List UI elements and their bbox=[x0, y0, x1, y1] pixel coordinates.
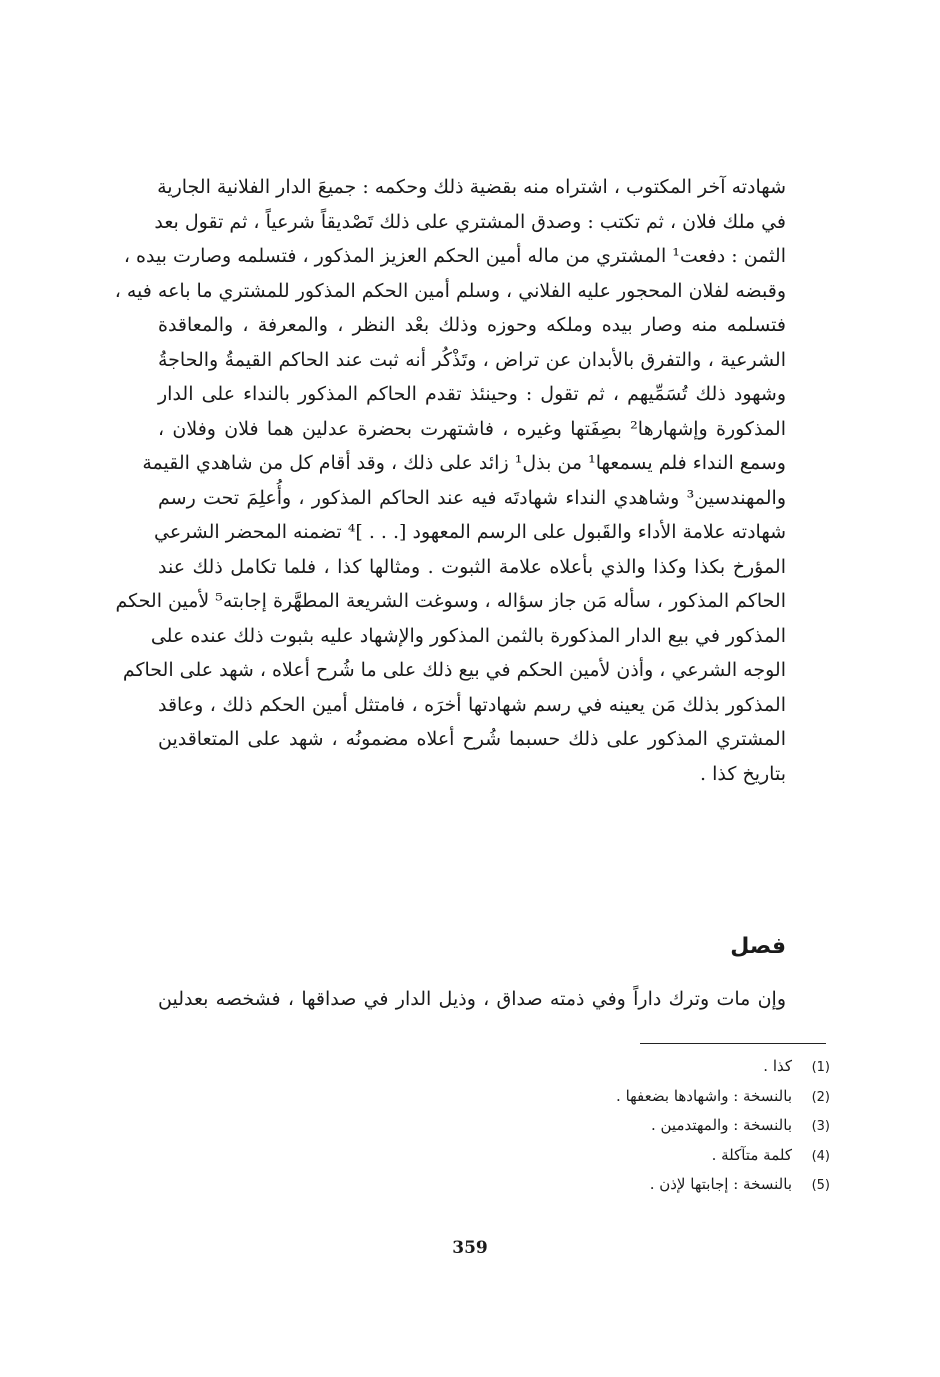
footnote-item bbox=[500, 1082, 830, 1112]
page-number: 359 bbox=[452, 1238, 488, 1258]
text-line: وشهود ذلك تُسَمِّيهم ، ثم تقول : وحينئذ تقدم الحاكم المذكور بالنداء على الدار bbox=[158, 383, 786, 405]
text-line-last: بتاريخ كذا . bbox=[700, 762, 786, 785]
text-line: والمهندسين³ وشاهدي النداء شهادتَه فيه عند الحاكم المذكور ، وأُعلِمَ تحت رسم bbox=[158, 486, 786, 509]
text-line: المذكور بذلك مَن يعينه في رسم شهادتها أخرَه ، فامتثل أمين الحكم ذلك ، وعاقد bbox=[158, 693, 786, 716]
footnote-text: كلمة متآكلة . bbox=[711, 1145, 792, 1164]
section-heading: فصل bbox=[730, 934, 786, 959]
footnote-number: (3) bbox=[811, 1119, 830, 1134]
footnote-text: بالنسخة : إجابتها لإذن . bbox=[649, 1175, 792, 1193]
footnote-item bbox=[500, 1170, 830, 1200]
footnote-number: (1) bbox=[811, 1060, 830, 1075]
text-line: في ملك فلان ، ثم تكتب : وصدق المشتري على ذلك تَصْديقاً شرعياً ، ثم تقول بعد bbox=[154, 210, 786, 233]
section-first-line: وإن مات وترك داراً وفي ذمته صداق ، وذيل الدار في صداقها ، فشخصه بعدلين bbox=[158, 988, 786, 1010]
footnote-text: كذا . bbox=[763, 1057, 792, 1075]
text-line: الشرعية ، والتفرق بالأبدان عن تراض ، وتَذْكُر أنه ثبت عند الحاكم القيمةُ والحاجةُ bbox=[158, 348, 786, 371]
text-line: الثمن : دفعت¹ المشتري من ماله أمين الحكم العزيز المذكور ، فتسلمه وصارت بيده ، bbox=[123, 245, 786, 267]
footnote-text: بالنسخة : والمهتدمين . bbox=[650, 1116, 792, 1134]
text-line: الحاكم المذكور ، سأله مَن جاز سؤاله ، وسوغت الشريعة المطهَّرة إجابته⁵ لأمين الحكم bbox=[115, 590, 786, 612]
footnote-item bbox=[500, 1111, 830, 1141]
footnote-item bbox=[500, 1052, 830, 1082]
text-line: شهادته علامة الأداء والقَبول على الرسم المعهود [. . . ]⁴ تضمنه المحضر الشرعي bbox=[154, 521, 786, 543]
text-line: فتسلمه منه وصار بيده وملكه وحوزه وذلك بعْد النظر ، والمعرفة ، والمعاقدة bbox=[158, 314, 786, 336]
footnote-item bbox=[500, 1141, 830, 1171]
text-line: المؤرخ بكذا وكذا والذي بأعلاه علامة الثبوت . ومثالها كذا ، فلما تكامل ذلك عند bbox=[158, 555, 786, 578]
footnote-text: بالنسخة : واشهادها بضعفها . bbox=[616, 1086, 792, 1105]
text-line: المشتري المذكور على ذلك حسبما شُرح أعلاه مضمونُه ، شهد على المتعاقدين bbox=[158, 728, 787, 750]
text-line: شهادته آخر المكتوب ، اشتراه منه بقضية ذلك وحكمه : جميعَ الدار الفلانية الجارية bbox=[157, 176, 786, 198]
footnote-divider bbox=[640, 1043, 826, 1044]
main-text-block bbox=[114, 170, 787, 791]
footnote-number: (5) bbox=[811, 1178, 830, 1193]
text-line: المذكور في بيع الدار المذكورة بالثمن المذكور والإشهاد عليه بثبوت ذلك عنده على bbox=[150, 624, 786, 647]
footnote-number: (2) bbox=[811, 1089, 830, 1105]
text-line: وسمع النداء فلم يسمعها¹ من بذل¹ زائد على ذلك ، وقد أقام كل من شاهدي القيمة bbox=[142, 452, 786, 474]
text-line: المذكورة وإشهارها² بصِفَتها وغيره ، فاشتهرت بحضرة عدلين هما فلان وفلان ، bbox=[158, 417, 787, 440]
text-line: وقبضه لفلان المحجور عليه الفلاني ، وسلم أمين الحكم المذكور للمشتري ما باعه فيه ، bbox=[114, 279, 786, 302]
text-line: الوجه الشرعي ، وأذن لأمين الحكم في بيع ذلك على ما شُرح أعلاه ، شهد على الحاكم bbox=[122, 659, 786, 681]
footnotes bbox=[500, 1052, 830, 1200]
footnote-number: (4) bbox=[811, 1148, 830, 1164]
